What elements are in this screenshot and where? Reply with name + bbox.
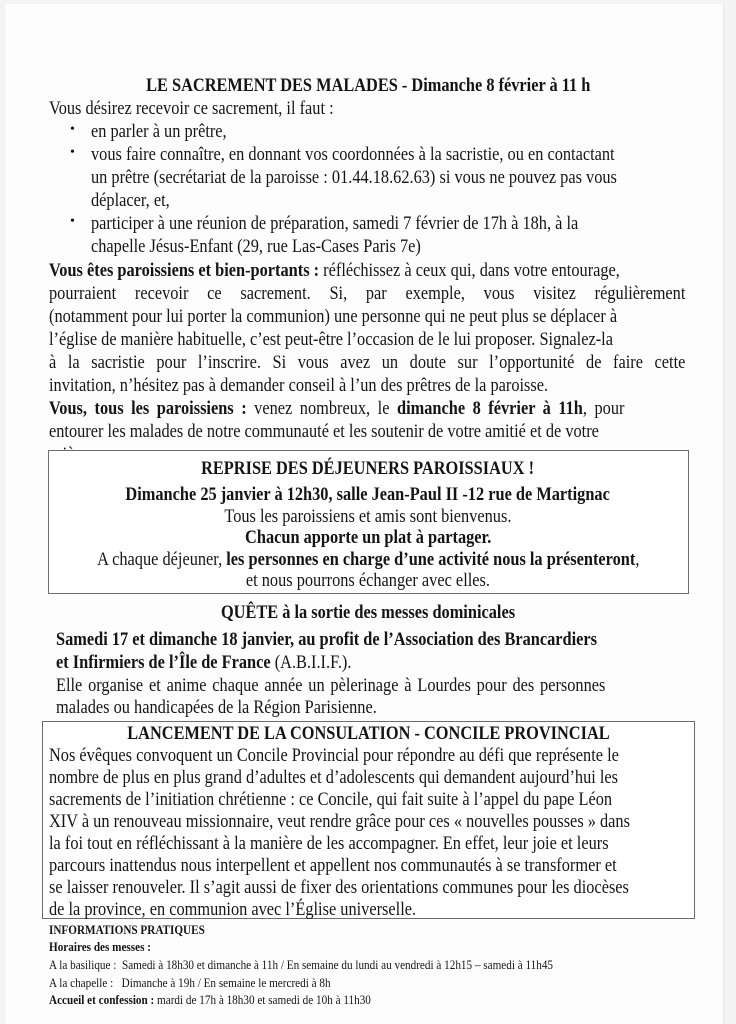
concile-line-3: sacrements de l’initiation chrétienne : ce Concile, qui fait suite à l’appel du pape Léon [49,789,613,810]
quete-line-3: Elle organise et anime chaque année un pèlerinage à Lourdes pour des personnes [56,675,606,696]
dejeuners-when: Dimanche 25 janvier à 12h30, salle Jean-Paul II -12 rue de Martignac [125,484,611,505]
dejeuners-welcome: Tous les paroissiens et amis sont bienvenus. [224,506,512,527]
bullet-icon: • [70,145,75,160]
concile-line-4: XIV à un renouveau missionnaire, veut rendre grâce pour ces « nouvelles pousses » dans [49,811,630,832]
dejeuners-title: REPRISE DES DÉJEUNERS PAROISSIAUX ! [201,458,535,479]
bullet-icon: • [70,122,75,137]
para-tous-paroissiens-line-2: entourer les malades de notre communauté et les soutenir de votre amitié et de votre [49,421,599,442]
bullet-item-2-line-2: un prêtre (secrétariat de la paroisse : 01.44.18.62.63) si vous ne pouvez pas vous [91,167,617,188]
concile-line-1: Nos évêques convoquent un Concile Provincial pour répondre au défi que représente le [49,745,619,766]
bullet-item-1: en parler à un prêtre, [91,121,227,142]
bullet-item-3-line-2: chapelle Jésus-Enfant (29, rue Las-Cases Paris 7e) [91,236,421,257]
concile-title: LANCEMENT DE LA CONSULATION - CONCILE PROVINCIAL [126,723,610,744]
sacrement-intro: Vous désirez recevoir ce sacrement, il faut : [49,98,334,119]
dejeuners-echanger: et nous pourrons échanger avec elles. [245,570,491,591]
para-tous-paroissiens-line-1: Vous, tous les paroissiens : venez nombreux, le dimanche 8 février à 11h, pour [49,398,625,419]
bullet-item-2-line-1: vous faire connaître, en donnant vos coordonnées à la sacristie, ou en contactant [91,144,615,165]
infos-accueil: Accueil et confession : mardi de 17h à 18h30 et samedi de 10h à 11h30 [49,992,371,1007]
concile-line-6: parcours inattendus nous interpellent et appellent nos communautés à se transformer et [49,855,617,876]
quete-line-1: Samedi 17 et dimanche 18 janvier, au profit de l’Association des Brancardiers [56,629,598,650]
bullet-item-3-line-1: participer à une réunion de préparation, samedi 7 février de 17h à 18h, à la [91,213,579,234]
para-bien-portants-line-3: (notamment pour lui porter la communion) une personne qui ne peut plus se déplacer à [49,306,618,327]
para-bien-portants-line-1: Vous êtes paroissiens et bien-portants : réfléchissez à ceux qui, dans votre entourage, [49,260,620,281]
infos-basilique: A la basilique : Samedi à 18h30 et dimanche à 11h / En semaine du lundi au vendredi à 12h15 – samedi à 11h45 [49,957,554,972]
para-bien-portants-line-2: pourraient recevoir ce sacrement. Si, par exemple, vous visitez régulièrement [49,283,686,304]
concile-line-5: la foi tout en réfléchissant à la manière de les accompagner. En effet, leur joie et leurs [49,833,609,854]
para-bien-portants-line-5: à la sacristie pour l’inscrire. Si vous avez un doute sur l’opportunité de faire cette [49,352,686,373]
section-title-sacrement: LE SACREMENT DES MALADES - Dimanche 8 février à 11 h [145,75,591,96]
quete-line-2: et Infirmiers de l’Île de France (A.B.I.I.F.). [56,652,352,673]
quete-title: QUÊTE à la sortie des messes dominicales [220,602,516,623]
bullet-icon: • [70,214,75,229]
concile-line-2: nombre de plus en plus grand d’adultes et d’adolescents qui demandent aujourd’hui les [49,767,619,788]
dejeuners-plat: Chacun apporte un plat à partager. [244,527,492,548]
concile-line-8: de la province, en communion avec l’Église universelle. [49,899,417,920]
dejeuners-activite: A chaque déjeuner, les personnes en charge d’une activité nous la présenteront, [96,549,640,570]
para-bien-portants-line-6: invitation, n’hésitez pas à demander conseil à l’un des prêtres de la paroisse. [49,375,549,396]
para-bien-portants-line-4: l’église de manière habituelle, c’est peut-être l’occasion de le lui proposer. Signalez-la [49,329,613,350]
concile-line-7: se laisser renouveler. Il s’agit aussi de fixer des orientations communes pour les diocèses [49,877,629,898]
infos-title: INFORMATIONS PRATIQUES [49,922,205,937]
bullet-item-2-line-3: déplacer, et, [91,190,170,211]
quete-line-4: malades ou handicapées de la Région Parisienne. [56,697,377,718]
infos-horaires-label: Horaires des messes : [49,939,151,954]
infos-chapelle: A la chapelle : Dimanche à 19h / En semaine le mercredi à 8h [49,975,331,990]
